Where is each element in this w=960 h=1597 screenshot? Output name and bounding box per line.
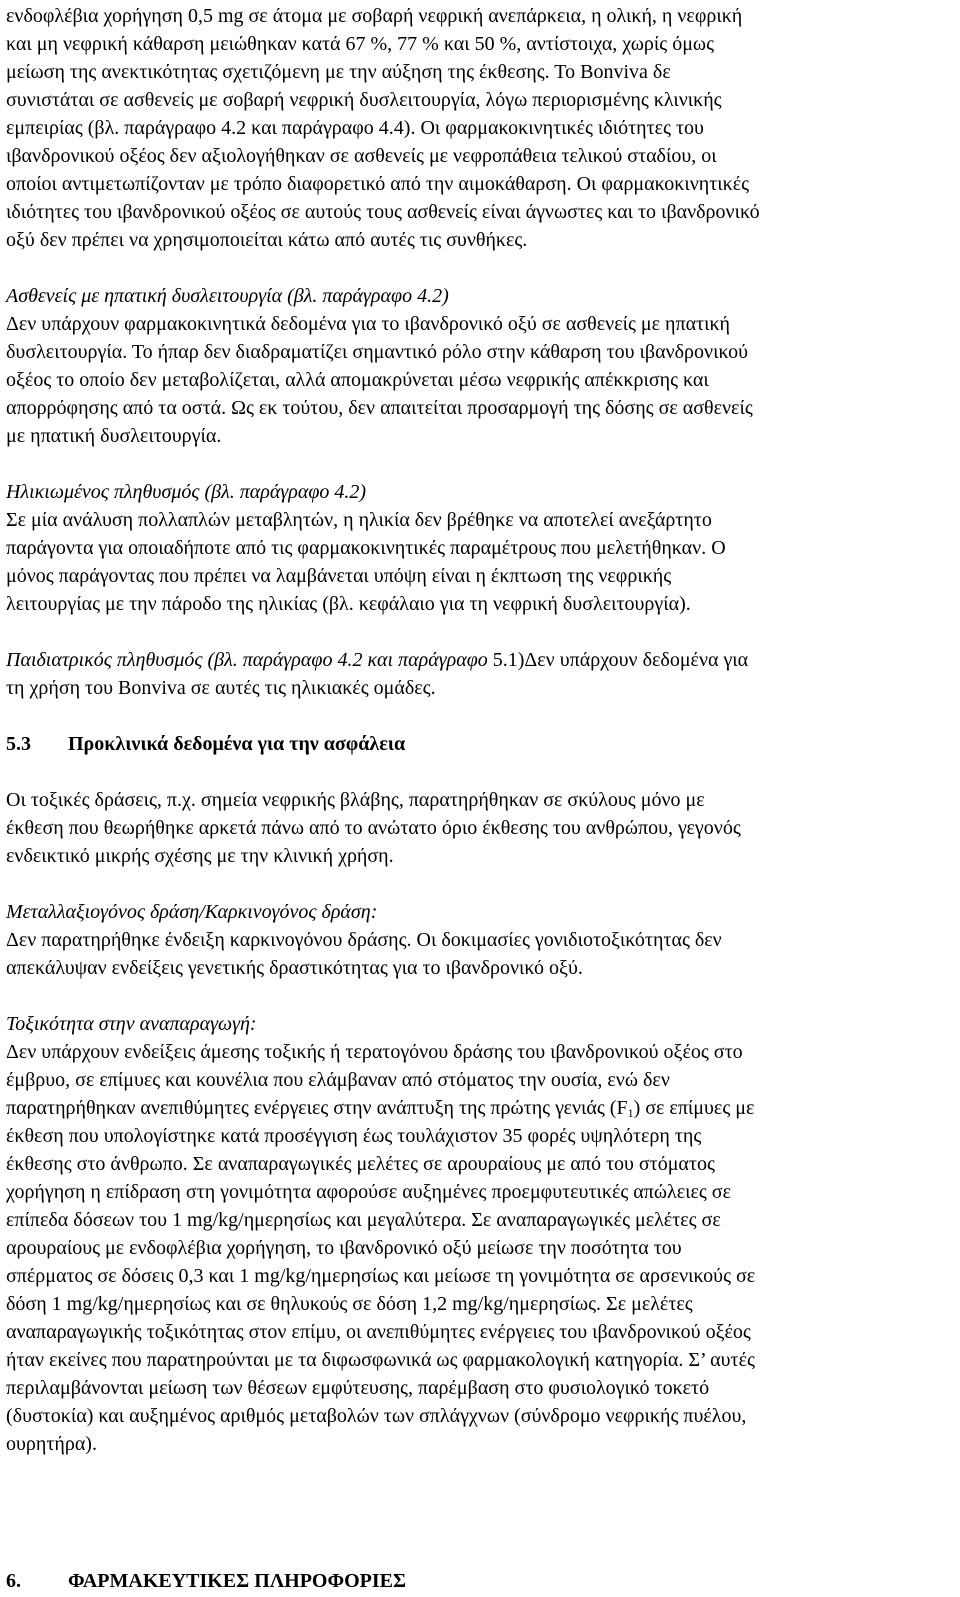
section-number: 5.3	[6, 733, 31, 755]
mutagenic-line: Δεν παρατηρήθηκε ένδειξη καρκινογόνου δράσης. Οι δοκιμασίες γονιδιοτοξικότητας δεν	[6, 929, 722, 951]
hepatic-line: απορρόφησης από τα οστά. Ως εκ τούτου, δεν απαιτείται προσαρμογή της δόσης σε ασθενείς	[6, 397, 753, 419]
intro-line: και μη νεφρική κάθαρση μειώθηκαν κατά 67 %, 77 % και 50 %, αντίστοιχα, χωρίς όμως	[6, 33, 714, 55]
intro-line: ιδιότητες του ιβανδρονικού οξέος σε αυτούς τους ασθενείς είναι άγνωστες και το ιβανδρονικό	[6, 201, 760, 223]
paediatric-line: τη χρήση του Bonviva σε αυτές τις ηλικιακές ομάδες.	[6, 677, 436, 699]
elderly-line: Σε μία ανάλυση πολλαπλών μεταβλητών, η ηλικία δεν βρέθηκε να αποτελεί ανεξάρτητο	[6, 509, 712, 531]
section-heading-6	[6, 1567, 406, 1595]
reproductive-line: (δυστοκία) και αυξημένος αριθμός μεταβολών των σπλάγχνων (σύνδρομο νεφρικής πυέλου,	[6, 1405, 747, 1427]
intro-line: μείωση της ανεκτικότητας σχετιζόμενη με την αύξηση της έκθεσης. Το Bonviva δε	[6, 61, 671, 83]
reproductive-line: αναπαραγωγικής τοξικότητας στον επίμυ, οι ανεπιθύμητες ενέργειες του ιβανδρονικού οξέος	[6, 1321, 751, 1343]
reproductive-line: ήταν εκείνες που παρατηρούνται με τα διφωσφωνικά ως φαρμακολογική κατηγορία. Σ’ αυτές	[6, 1349, 755, 1371]
reproductive-line: επίπεδα δόσεων του 1 mg/kg/ημερησίως και μεγαλύτερα. Σε αναπαραγωγικές μελέτες σε	[6, 1209, 721, 1231]
section-number: 6.	[6, 1570, 21, 1592]
paediatric-line	[6, 646, 748, 674]
hepatic-line: οξέος το οποίο δεν μεταβολίζεται, αλλά απομακρύνεται μέσω νεφρικής απέκκρισης και	[6, 369, 709, 391]
reproductive-heading: Τοξικότητα στην αναπαραγωγή:	[6, 1013, 257, 1035]
elderly-heading: Ηλικιωμένος πληθυσμός (βλ. παράγραφο 4.2)	[6, 481, 367, 503]
reproductive-line: ουρητήρα).	[6, 1433, 97, 1455]
elderly-line: παράγοντα για οποιαδήποτε από τις φαρμακοκινητικές παραμέτρους που μελετήθηκαν. Ο	[6, 537, 726, 559]
mutagenic-heading: Μεταλλαξιογόνος δράση/Καρκινογόνος δράση:	[6, 901, 378, 923]
elderly-line: μόνος παράγοντας που πρέπει να λαμβάνεται υπόψη είναι η έκπτωση της νεφρικής	[6, 565, 672, 587]
hepatic-heading: Ασθενείς με ηπατική δυσλειτουργία (βλ. παράγραφο 4.2)	[6, 285, 449, 307]
reproductive-line: Δεν υπάρχουν ενδείξεις άμεσης τοξικής ή τερατογόνου δράσης του ιβανδρονικού οξέος στο	[6, 1041, 743, 1063]
reproductive-text: ) σε επίμυες με	[633, 1097, 755, 1119]
reproductive-line: περιλαμβάνονται μείωση των θέσεων εμφύτευσης, παρέμβαση στο φυσιολογικό τοκετό	[6, 1377, 710, 1399]
section-heading-5-3	[6, 730, 405, 758]
elderly-line: λειτουργίας με την πάροδο της ηλικίας (βλ. κεφάλαιο για τη νεφρική δυσλειτουργία).	[6, 593, 691, 615]
mutagenic-line: απεκάλυψαν ενδείξεις γενετικής δραστικότητας για το ιβανδρονικό οξύ.	[6, 957, 583, 979]
preclinical-line: Οι τοξικές δράσεις, π.χ. σημεία νεφρικής βλάβης, παρατηρήθηκαν σε σκύλους μόνο με	[6, 789, 705, 811]
hepatic-line: Δεν υπάρχουν φαρμακοκινητικά δεδομένα για το ιβανδρονικό οξύ σε ασθενείς με ηπατική	[6, 313, 731, 335]
reproductive-line: σπέρματος σε δόσεις 0,3 και 1 mg/kg/ημερησίως και μείωσε τη γονιμότητα σε αρσενικούς σε	[6, 1265, 756, 1287]
intro-line: εμπειρίας (βλ. παράγραφο 4.2 και παράγραφο 4.4). Οι φαρμακοκινητικές ιδιότητες του	[6, 117, 704, 139]
preclinical-line: έκθεση που θεωρήθηκε αρκετά πάνω από το ανώτατο όριο έκθεσης του ανθρώπου, γεγονός	[6, 817, 741, 839]
reproductive-text: παρατηρήθηκαν ανεπιθύμητες ενέργειες στην ανάπτυξη της πρώτης γενιάς (F	[6, 1097, 628, 1119]
paediatric-heading: Παιδιατρικός πληθυσμός (βλ. παράγραφο 4.2 και παράγραφο	[6, 649, 488, 671]
intro-line: συνιστάται σε ασθενείς με σοβαρή νεφρική δυσλειτουργία, λόγω περιορισμένης κλινικής	[6, 89, 722, 111]
intro-line: οποίοι αντιμετωπίζονταν με τρόπο διαφορετικό από την αιμοκάθαρση. Οι φαρμακοκινητικές	[6, 173, 750, 195]
reproductive-line: αρουραίους με ενδοφλέβια χορήγηση, το ιβανδρονικό οξύ μείωσε την ποσότητα του	[6, 1237, 682, 1259]
reproductive-line: έμβρυο, σε επίμυες και κουνέλια που ελάμβαναν από στόματος την ουσία, ενώ δεν	[6, 1069, 670, 1091]
intro-line: ιβανδρονικού οξέος δεν αξιολογήθηκαν σε ασθενείς με νεφροπάθεια τελικού σταδίου, οι	[6, 145, 717, 167]
section-title: ΦΑΡΜΑΚΕΥΤΙΚΕΣ ΠΛΗΡΟΦΟΡΙΕΣ	[68, 1570, 407, 1592]
reproductive-line: έκθεσης στο άνθρωπο. Σε αναπαραγωγικές μελέτες σε αρουραίους με από του στόματος	[6, 1153, 715, 1175]
intro-line: οξύ δεν πρέπει να χρησιμοποιείται κάτω από αυτές τις συνθήκες.	[6, 229, 528, 251]
hepatic-line: δυσλειτουργία. Το ήπαρ δεν διαδραματίζει σημαντικό ρόλο στην κάθαρση του ιβανδρονικού	[6, 341, 748, 363]
section-title: Προκλινικά δεδομένα για την ασφάλεια	[68, 733, 406, 755]
preclinical-line: ενδεικτικό μικρής σχέσης με την κλινική χρήση.	[6, 845, 394, 867]
paediatric-text: 5.1)Δεν υπάρχουν δεδομένα για	[492, 649, 749, 671]
reproductive-line: δόση 1 mg/kg/ημερησίως και σε θηλυκούς σε δόση 1,2 mg/kg/ημερησίως. Σε μελέτες	[6, 1293, 693, 1315]
reproductive-line: έκθεση που υπολογίστηκε κατά προσέγγιση έως τουλάχιστον 35 φορές υψηλότερη της	[6, 1125, 702, 1147]
hepatic-line: με ηπατική δυσλειτουργία.	[6, 425, 222, 447]
reproductive-line: χορήγηση η επίδραση στη γονιμότητα αφορούσε αυξημένες προεμφυτευτικές απώλειες σε	[6, 1181, 731, 1203]
subscript-generation: 1	[627, 1106, 634, 1120]
intro-line: ενδοφλέβια χορήγηση 0,5 mg σε άτομα με σοβαρή νεφρική ανεπάρκεια, η ολική, η νεφρική	[6, 5, 743, 27]
